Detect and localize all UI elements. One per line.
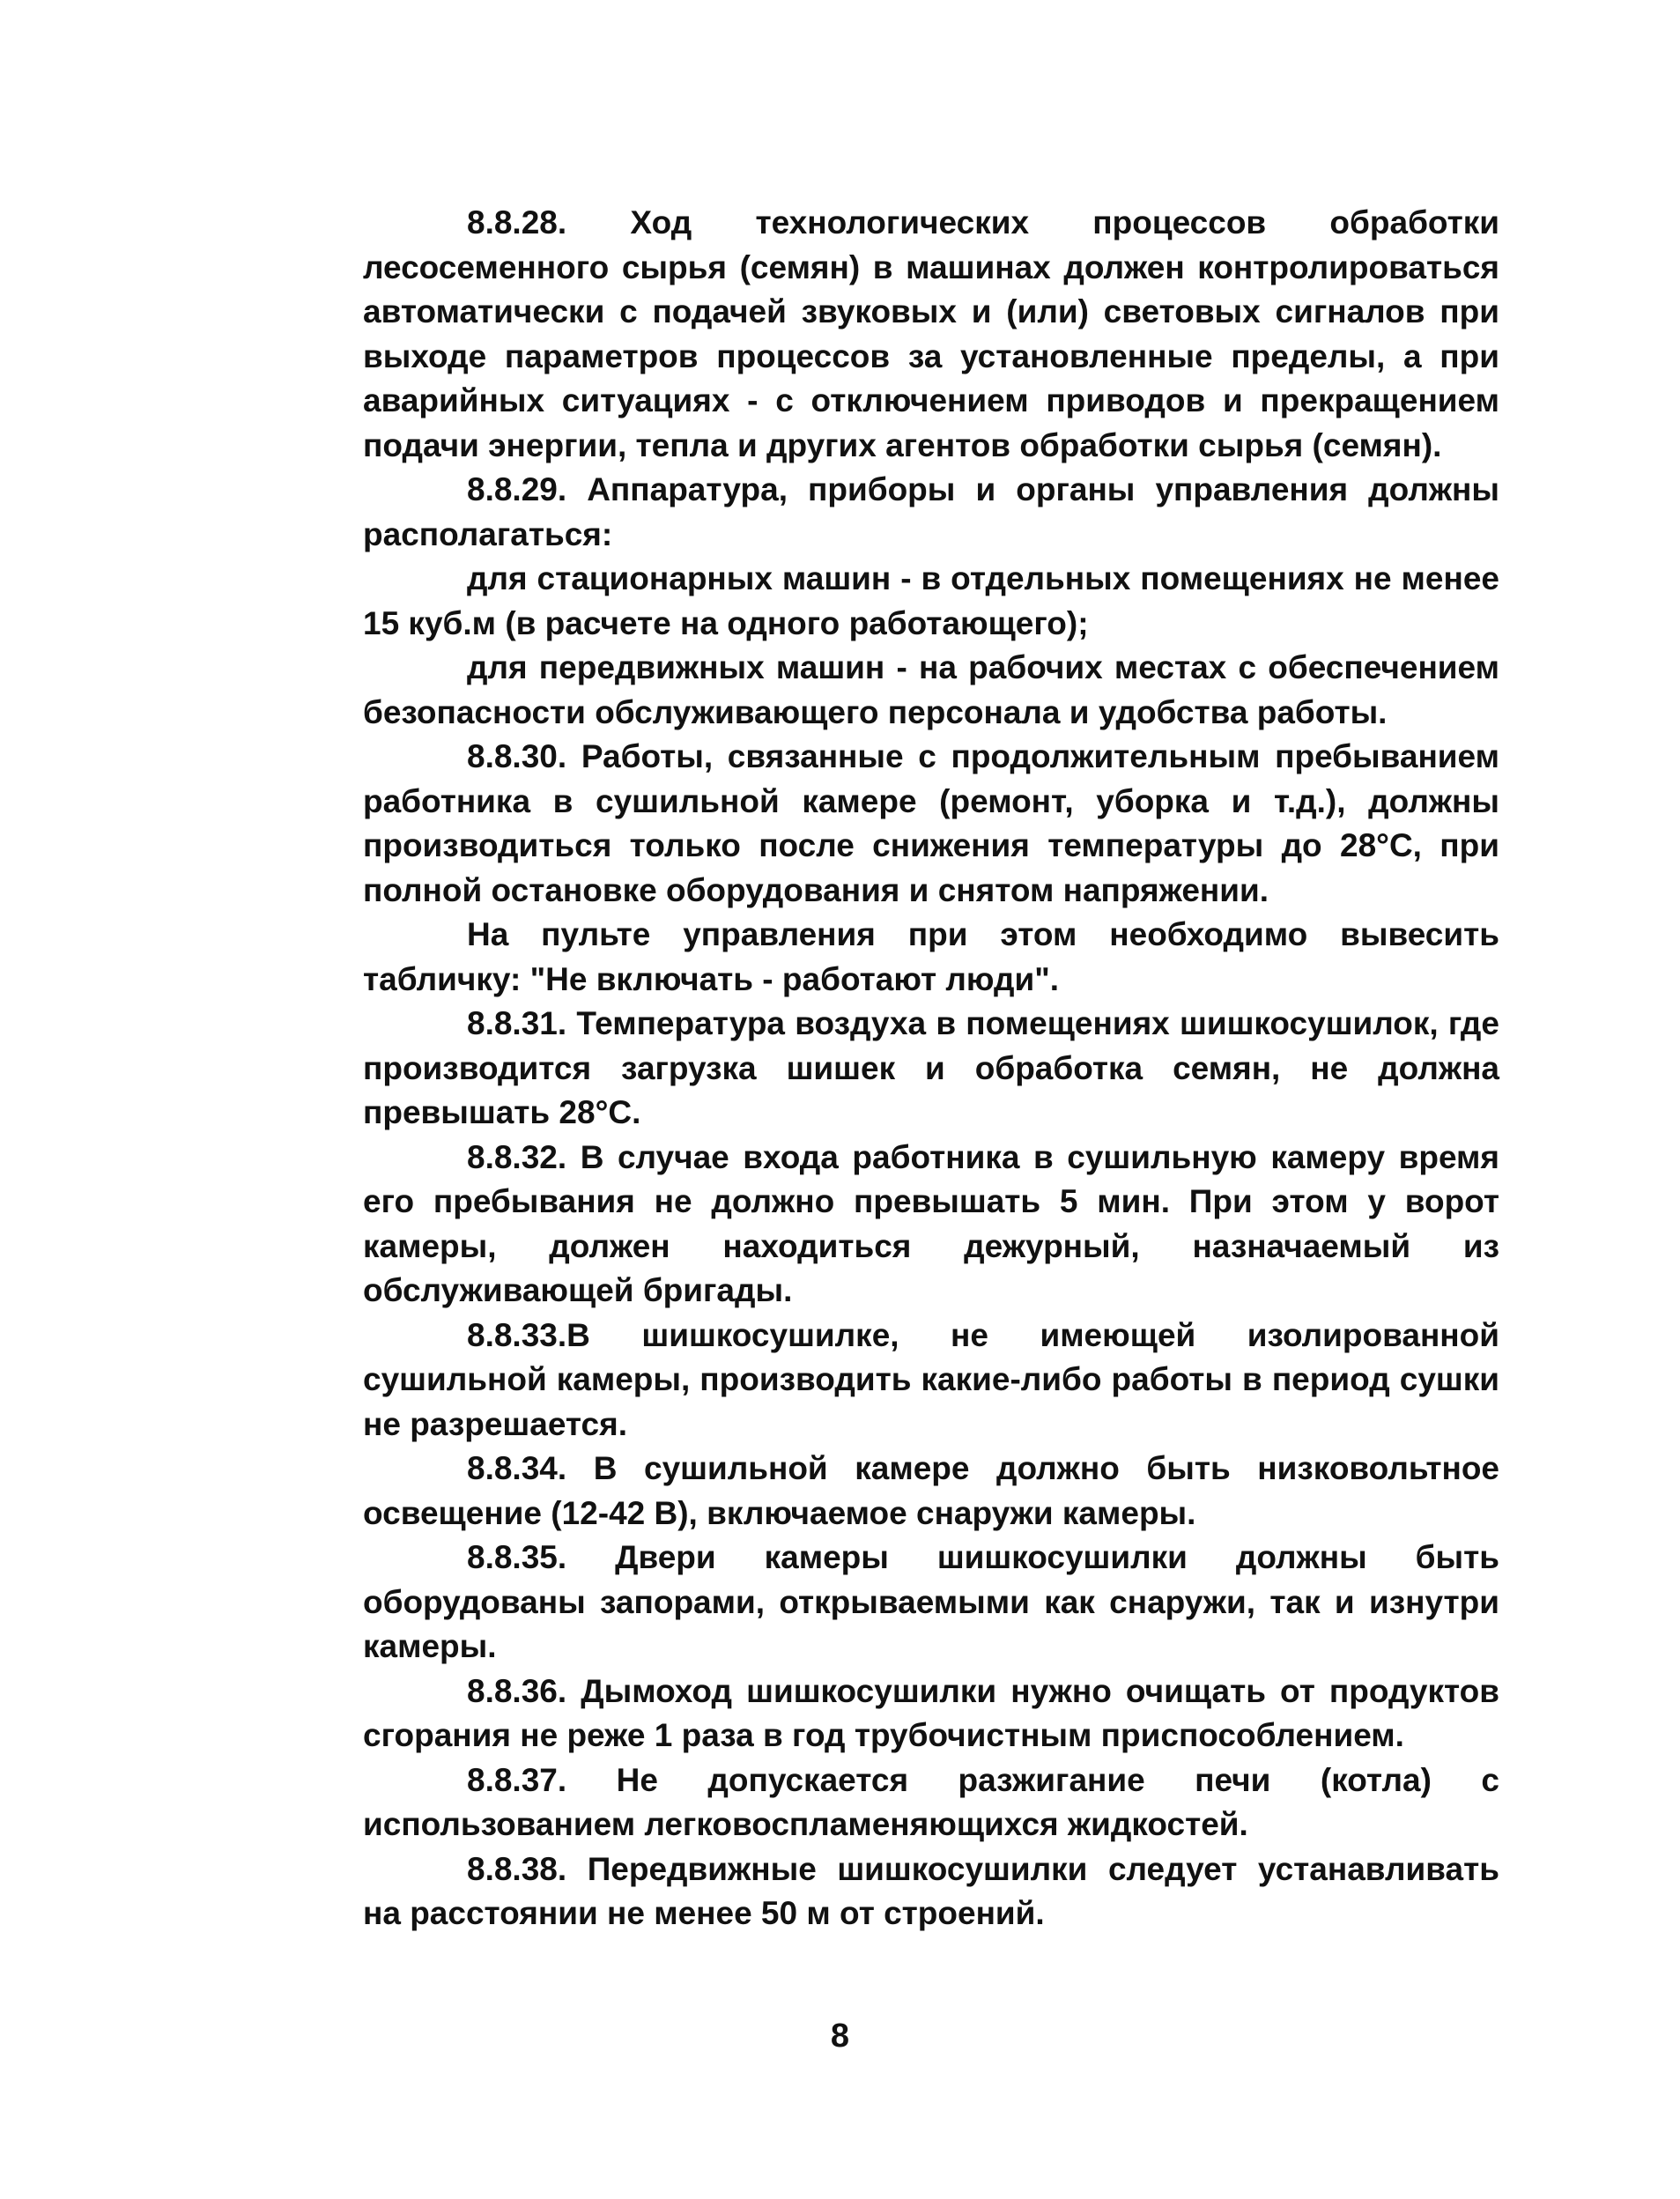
body-text xyxy=(363,201,1499,1936)
page-number: 8 xyxy=(830,2018,850,2055)
paragraph-8-8-36: 8.8.36. Дымоход шишкосушилки нужно очищать от продуктов сгорания не реже 1 раза в год трубочистным приспособлением. xyxy=(363,1672,1499,1753)
paragraph-8-8-34: 8.8.34. В сушильной камере должно быть низковольтное освещение (12-42 В), включаемое снаружи камеры. xyxy=(363,1450,1499,1531)
paragraph-8-8-37: 8.8.37. Не допускается разжигание печи (котла) с использованием легковоспламеняющихся жидкостей. xyxy=(363,1761,1499,1842)
paragraph-8-8-32: 8.8.32. В случае входа работника в сушильную камеру время его пребывания не должно превышать 5 мин. При этом у ворот камеры, должен находиться дежурный, назначаемый из обслуживающей бригады. xyxy=(363,1138,1499,1308)
paragraph-8-8-29-mobile: для передвижных машин - на рабочих местах с обеспечением безопасности обслуживающего персонала и удобства работы. xyxy=(363,649,1499,730)
paragraph-8-8-30-sign: На пульте управления при этом необходимо вывесить табличку: "Не включать - работают люди". xyxy=(363,916,1499,997)
paragraph-8-8-35: 8.8.35. Двери камеры шишкосушилки должны быть оборудованы запорами, открываемыми как снаружи, так и изнутри камеры. xyxy=(363,1539,1499,1664)
paragraph-8-8-29-stationary: для стационарных машин - в отдельных помещениях не менее 15 куб.м (в расчете на одного работающего); xyxy=(363,560,1499,641)
paragraph-8-8-38: 8.8.38. Передвижные шишкосушилки следует устанавливать на расстоянии не менее 50 м от строений. xyxy=(363,1850,1499,1931)
paragraph-8-8-31: 8.8.31. Температура воздуха в помещениях шишкосушилок, где производится загрузка шишек и обработка семян, не должна превышать 28°С. xyxy=(363,1005,1499,1130)
paragraph-8-8-28: 8.8.28. Ход технологических процессов обработки лесосеменного сырья (семян) в машинах должен контролироваться автоматически с подачей звуковых и (или) световых сигналов при выходе параметров процессов за установленные пределы, а при аварийных ситуациях - с отключением приводов и прекращением подачи энергии, тепла и других агентов обработки сырья (семян). xyxy=(363,204,1499,463)
paragraph-8-8-33: 8.8.33.В шишкосушилке, не имеющей изолированной сушильной камеры, производить какие-либо работы в период сушки не разрешается. xyxy=(363,1316,1499,1442)
paragraph-8-8-30: 8.8.30. Работы, связанные с продолжительным пребыванием работника в сушильной камере (ремонт, уборка и т.д.), должны производиться только после снижения температуры до 28°С, при полной остановке оборудования и снятом напряжении. xyxy=(363,738,1499,908)
paragraph-8-8-29: 8.8.29. Аппаратура, приборы и органы управления должны располагаться: xyxy=(363,471,1499,552)
